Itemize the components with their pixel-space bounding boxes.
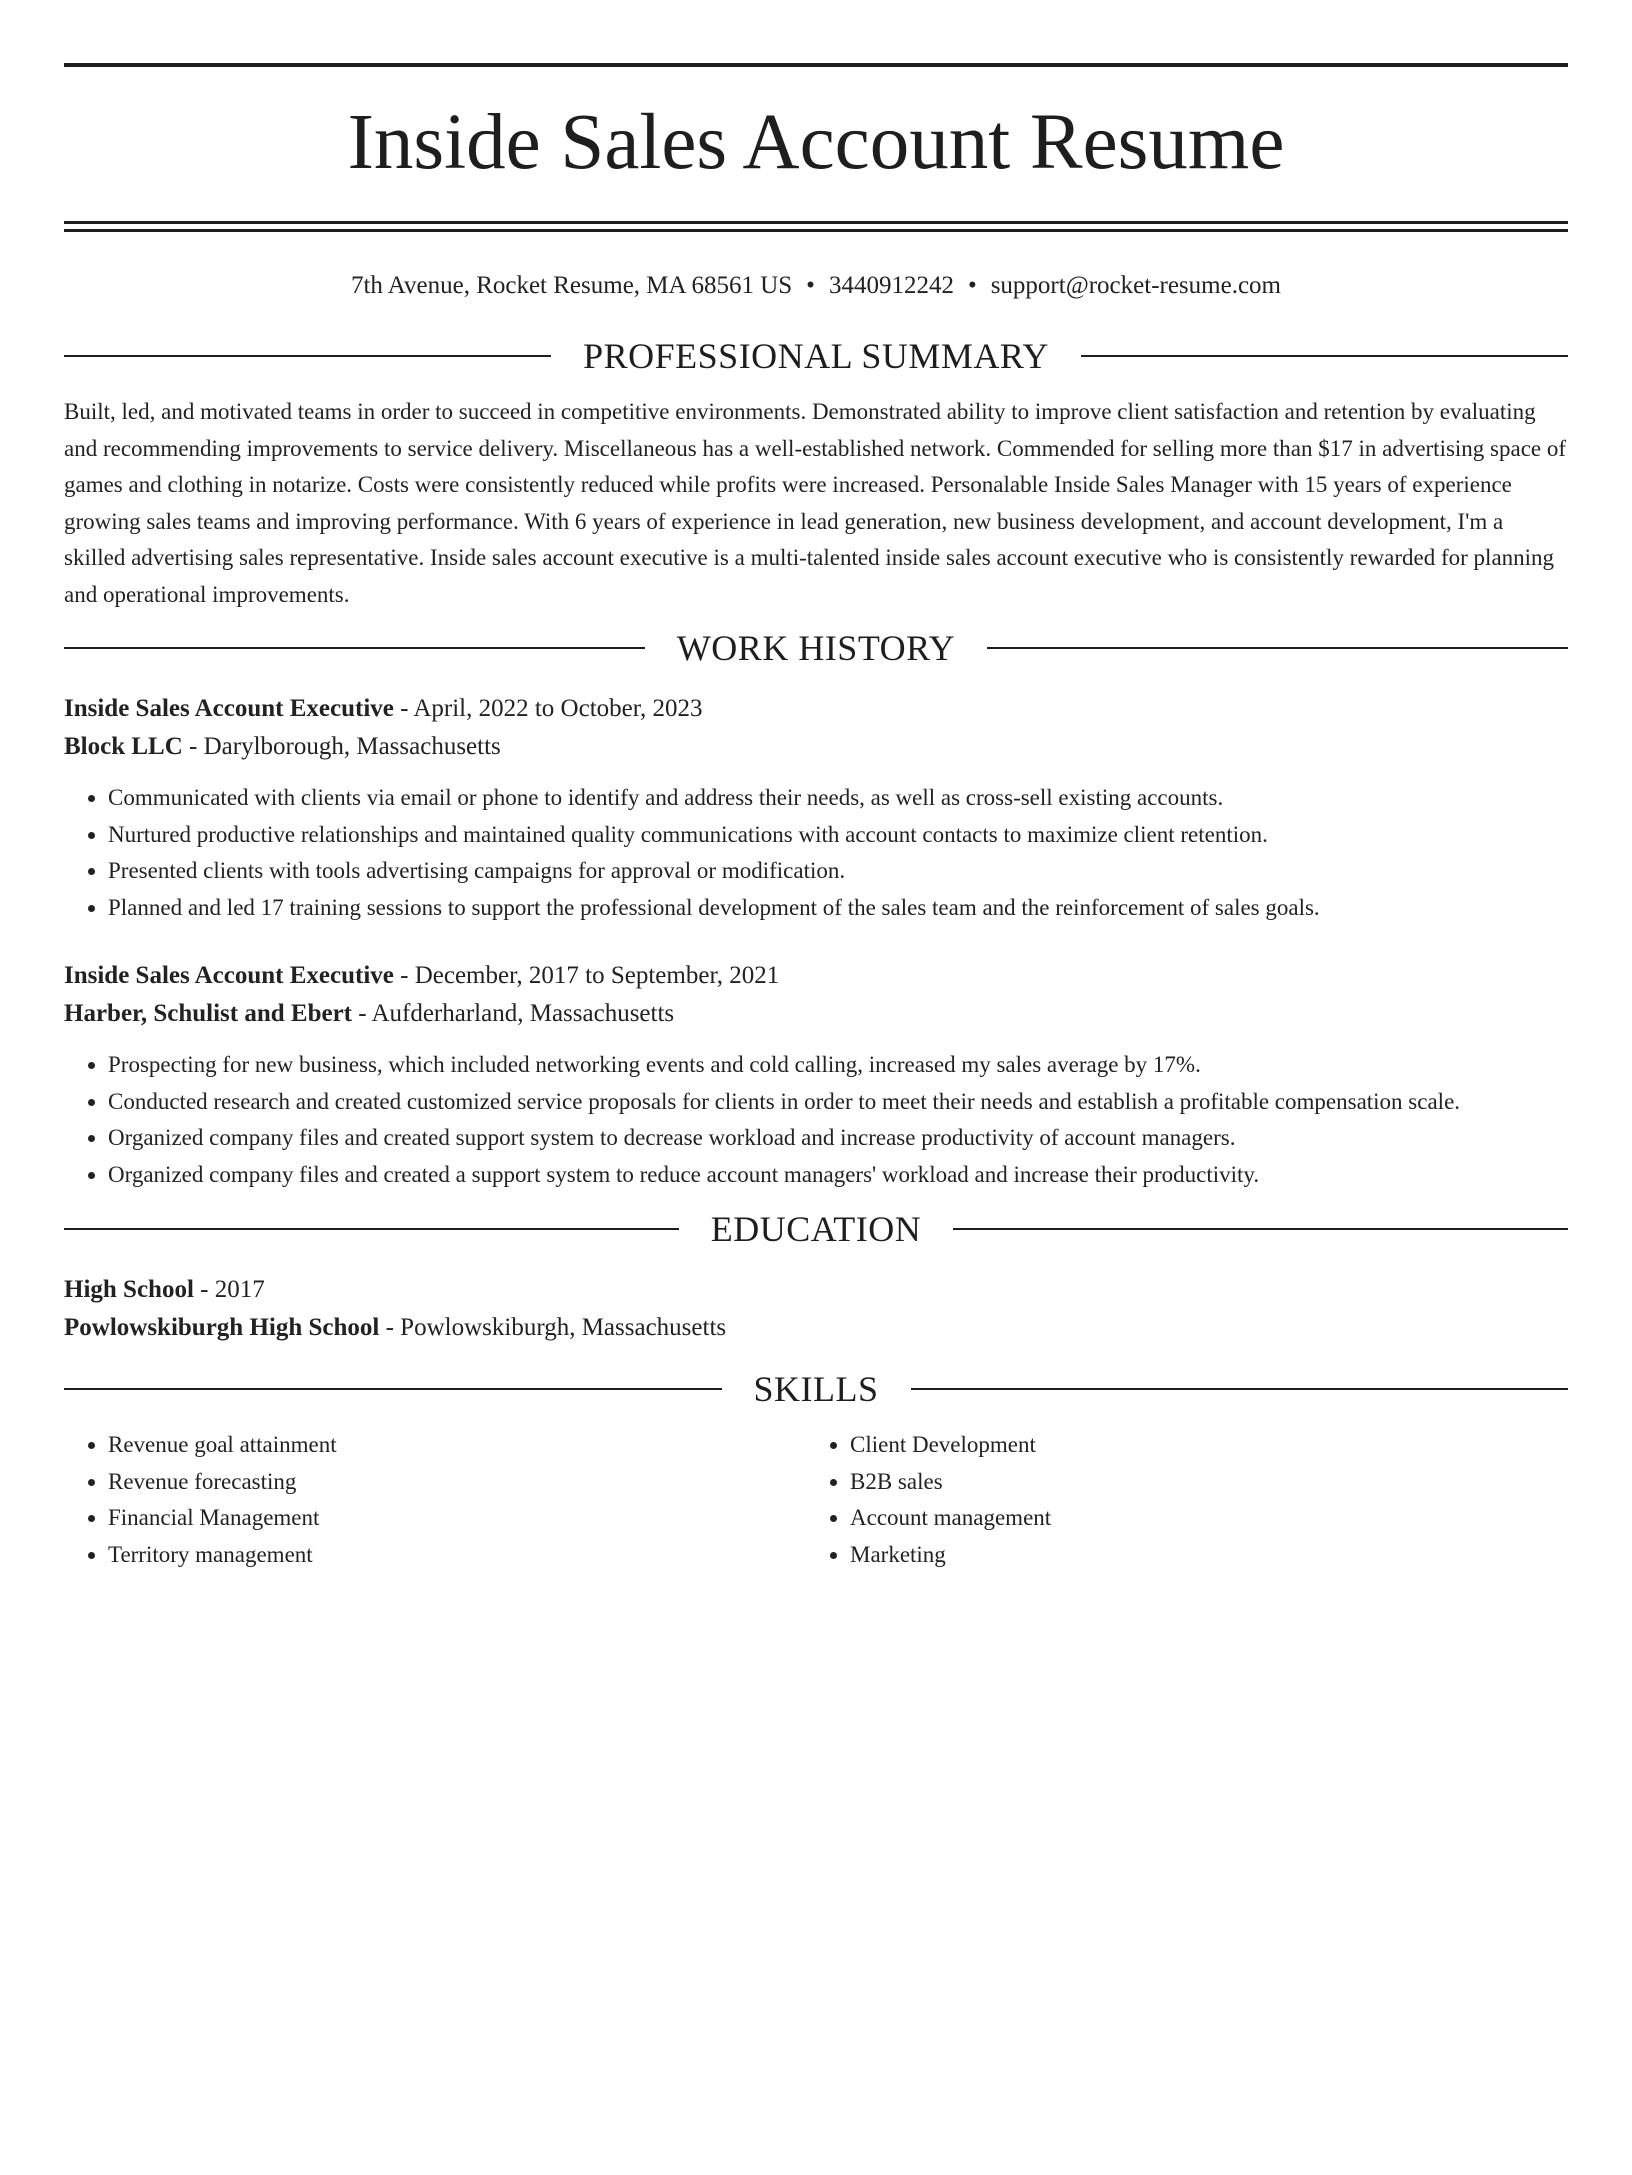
job-bullet: • Nurtured productive relationships and maintained quality communications with account contacts to maximize client retention. [108, 817, 1568, 854]
job-entry [64, 690, 1568, 926]
job-title: Inside Sales Account Executive [64, 695, 394, 722]
contact-phone: 3440912242 [828, 272, 954, 299]
job-dates: - December, 2017 to September, 2021 [393, 962, 780, 989]
job-company: Block LLC [64, 733, 183, 760]
education-year: - 2017 [193, 1276, 265, 1303]
heading-rule-left [64, 1388, 722, 1390]
skill-item: • Revenue goal attainment [108, 1427, 806, 1464]
skill-item: • Territory management [108, 1537, 806, 1574]
job-company-line [64, 728, 1568, 766]
heading-rule-right [911, 1388, 1569, 1390]
work-heading: WORK HISTORY [676, 628, 956, 668]
job-dates: - April, 2022 to October, 2023 [393, 695, 703, 722]
heading-rule-left [64, 355, 551, 357]
job-bullet: • Organized company files and created a support system to reduce account managers' workload and increase their productivity. [108, 1157, 1568, 1194]
job-bullet: • Planned and led 17 training sessions to support the professional development of the sales team and the reinforcement of sales goals. [108, 890, 1568, 927]
skill-item: • Marketing [850, 1537, 1548, 1574]
contact-line [64, 268, 1568, 304]
top-rule [64, 63, 1568, 67]
job-title: Inside Sales Account Executive [64, 962, 394, 989]
heading-rule-right [1081, 355, 1568, 357]
education-degree-line [64, 1271, 1568, 1309]
skill-item: • B2B sales [850, 1464, 1548, 1501]
work-section-heading [64, 626, 1568, 670]
skills-list-left [64, 1427, 806, 1573]
resume-page [0, 63, 1632, 2175]
education-school: Powlowskiburgh High School [64, 1314, 380, 1341]
job-title-line [64, 690, 1568, 728]
title-double-rule [64, 221, 1568, 232]
heading-rule-right [953, 1228, 1568, 1230]
skills-heading: SKILLS [753, 1369, 879, 1409]
skills-grid [64, 1427, 1568, 1573]
job-location: - Aufderharland, Massachusetts [352, 1000, 675, 1027]
education-heading: EDUCATION [710, 1209, 922, 1249]
contact-address: 7th Avenue, Rocket Resume, MA 68561 US [350, 272, 793, 299]
job-bullets [64, 1047, 1568, 1193]
job-bullets [64, 780, 1568, 926]
education-location: - Powlowskiburgh, Massachusetts [379, 1314, 727, 1341]
heading-rule-left [64, 647, 645, 649]
job-bullet: • Conducted research and created customized service proposals for clients in order to meet their needs and establish a profitable compensation scale. [108, 1084, 1568, 1121]
contact-email: support@rocket-resume.com [990, 272, 1281, 299]
summary-text: Built, led, and motivated teams in order to succeed in competitive environments. Demonstrated ability to improve client satisfaction and retention by evaluating and recommending improvements to service delivery. Miscellaneous has a well-established network. Commended for selling more than $17 in advertising space of games and clothing in notarize. Costs were consistently reduced while profits were increased. Personalable Inside Sales Manager with 15 years of experience growing sales teams and improving performance. With 6 years of experience in lead generation, new business development, and account development, I'm a skilled advertising sales representative. Inside sales account executive is a multi-talented inside sales account executive who is consistently rewarded for planning and operational improvements. [64, 399, 1567, 607]
job-entry [64, 957, 1568, 1193]
job-title-line [64, 957, 1568, 995]
skill-item: • Client Development [850, 1427, 1548, 1464]
education-degree: High School [64, 1276, 194, 1303]
education-entry [64, 1271, 1568, 1347]
contact-separator: • [967, 272, 977, 299]
education-school-line [64, 1309, 1568, 1347]
summary-heading: PROFESSIONAL SUMMARY [583, 336, 1049, 376]
job-location: - Darylborough, Massachusetts [182, 733, 501, 760]
contact-separator: • [806, 272, 815, 299]
skills-list-right [806, 1427, 1548, 1573]
heading-rule-left [64, 1228, 679, 1230]
skill-item: • Account management [850, 1500, 1548, 1537]
job-bullet: • Organized company files and created support system to decrease workload and increase productivity of account managers. [108, 1120, 1568, 1157]
summary-section-heading [64, 334, 1568, 378]
skill-item: • Financial Management [108, 1500, 806, 1537]
education-section-heading [64, 1207, 1568, 1251]
job-bullet: • Presented clients with tools advertising campaigns for approval or modification. [108, 853, 1568, 890]
job-company: Harber, Schulist and Ebert [64, 1000, 353, 1027]
job-bullet: • Prospecting for new business, which included networking events and cold calling, increased my sales average by 17%. [108, 1047, 1568, 1084]
skills-section-heading [64, 1367, 1568, 1411]
skill-item: • Revenue forecasting [108, 1464, 806, 1501]
heading-rule-right [987, 647, 1568, 649]
resume-title: Inside Sales Account Resume [347, 99, 1285, 186]
job-bullet: • Communicated with clients via email or phone to identify and address their needs, as well as cross-sell existing accounts. [108, 780, 1568, 817]
job-company-line [64, 995, 1568, 1033]
